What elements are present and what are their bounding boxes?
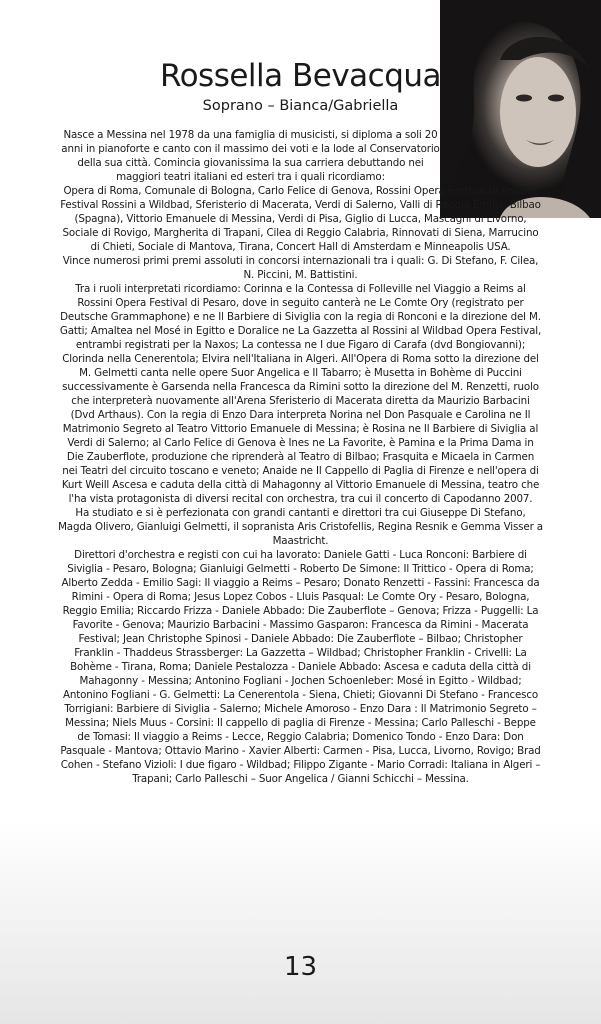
artist-name: Rossella Bevacqua (159, 58, 442, 94)
biography (58, 128, 543, 786)
bio-paragraph-collaborations: Direttori d'orchestra e registi con cui ha lavorato: Daniele Gatti - Luca Ronconi: Barbiere di Siviglia - Pesaro, Bologna; Gianluigi Gelmetti - Roberto De Simone: Il Trittico - Opera di Roma; Alberto Zedda - Emilio Sagi: Il viaggio a Reims – Pesaro; Donato Renzetti - Fassini: Francesca da Rimini - Opera di Roma; Jesus Lopez Cobos - Lluis Pasqual: Le Comte Ory - Pesaro, Bologna, Reggio Emilia; Riccardo Frizza - Daniele Abbado: Die Zauberflote – Genova; Frizza - Puggelli: La Favorite - Genova; Maurizio Barbacini - Massimo Gasparon: Francesca da Rimini - Macerata Festival; Jean Christophe Spinosi - Daniele Abbado: Die Zauberflote – Bilbao; Christopher Franklin - Thaddeus Strassberger: La Gazzetta – Wildbad; Christopher Franklin - Crivelli: La Bohème - Tirana, Roma; Daniele Pestalozza - Daniele Abbado: Ascesa e caduta della città di Mahagonny - Messina; Antonino Fogliani - Jochen Schoenleber: Mosé in Egitto - Wildbad; Antonino Fogliani - G. Gelmetti: La Cenerentola - Siena, Chieti; Giovanni Di Stefano - Francesco Torrigiani: Barbiere di Siviglia - Salerno; Michele Amoroso - Enzo Dara : Il Matrimonio Segreto – Messina; Niels Muus - Corsini: Il cappello di paglia di Firenze - Messina; Carlo Palleschi - Beppe de Tomasi: Il viaggio a Reims - Lecce, Reggio Calabria; Domenico Tondo - Enzo Dara: Don Pasquale - Mantova; Ottavio Marino - Xavier Alberti: Carmen - Pisa, Lucca, Livorno, Rovigo; Brad Cohen - Stefano Vizioli: I due figaro - Wildbad; Filippo Zigante - Mario Corradi: Italiana in Algeri – Trapani; Carlo Palleschi – Suor Angelica / Gianni Schicchi – Messina. (60, 549, 541, 785)
bio-paragraph-theatres: Opera di Roma, Comunale di Bologna, Carlo Felice di Genova, Rossini Opera Festival di Pesaro, Festival Rossini a Wildbad, Sferisterio di Macerata, Verdi di Salerno, Valli di Reggio Emilia, Bilbao (Spagna), Vittorio Emanuele di Messina, Verdi di Pisa, Giglio di Lucca, Mascagni di Livorno, Sociale di Rovigo, Margherita di Trapani, Cilea di Reggio Calabria, Rinnovati di Siena, Marrucino di Chieti, Sociale di Mantova, Tirana, Concert Hall di Amsterdam e Minneapolis USA. (60, 185, 541, 253)
bio-paragraph-roles: Tra i ruoli interpretati ricordiamo: Corinna e la Contessa di Folleville nel Viaggio a Reims al Rossini Opera Festival di Pesaro, dove in seguito canterà ne Le Comte Ory (registrato per Deutsche Grammaphone) e ne Il Barbiere di Siviglia con la regia di Ronconi e la direzione del M. Gatti; Amaltea nel Mosé in Egitto e Doralice ne La Gazzetta al Rossini al Wildbad Opera Festival, entrambi registrati per la Naxos; La contessa ne I due Figaro di Carafa (dvd Bongiovanni); Clorinda nella Cenerentola; Elvira nell'Italiana in Algeri. All'Opera di Roma sotto la direzione del M. Gelmetti canta nelle opere Suor Angelica e Il Tabarro; è Musetta in Bohème di Puccini successivamente è Garsenda nella Francesca da Rimini sotto la direzione del M. Renzetti, ruolo che interpreterà nuovamente all'Arena Sferisterio di Macerata diretta da Maurizio Barbacini (Dvd Arthaus). Con la regia di Enzo Dara interpreta Norina nel Don Pasquale e Carolina ne Il Matrimonio Segreto al Teatro Vittorio Emanuele di Messina; è Rosina ne Il Barbiere di Siviglia al Verdi di Salerno; al Carlo Felice di Genova è Ines ne La Favorite, è Pamina e la Prima Dama in Die Zauberflote, produzione che riprenderà al Teatro di Bilbao; Frasquita e Micaela in Carmen nei Teatri del circuito toscano e veneto; Anaide ne Il Cappello di Paglia di Firenze e nell'opera di Kurt Weill Ascesa e caduta della città di Mahagonny al Vittorio Emanuele di Messina, teatro che l'ha vista protagonista di diversi recital con orchestra, tra cui il concerto di Capodanno 2007. (59, 283, 542, 505)
page-number: 13 (283, 952, 318, 982)
bio-paragraph-intro: Nasce a Messina nel 1978 da una famiglia di musicisti, si diploma a soli 20 anni in pianoforte e canto con il massimo dei voti e la lode al Conservatorio della sua città. Comincia giovanissima la sua carriera debuttando nei maggiori teatri italiani ed esteri tra i quali ricordiamo: (61, 129, 440, 183)
artist-role: Soprano – Bianca/Gabriella (202, 98, 399, 114)
bio-paragraph-awards: Vince numerosi primi premi assoluti in concorsi internazionali tra i quali: G. Di Stefano, F. Cilea, N. Piccini, M. Battistini. (62, 255, 539, 281)
bio-paragraph-studies: Ha studiato e si è perfezionata con grandi cantanti e direttori tra cui Giuseppe Di Stefano, Magda Olivero, Gianluigi Gelmetti, il sopranista Aris Cristofellis, Regina Resnik e Gemma Visser a Maastricht. (58, 507, 543, 547)
